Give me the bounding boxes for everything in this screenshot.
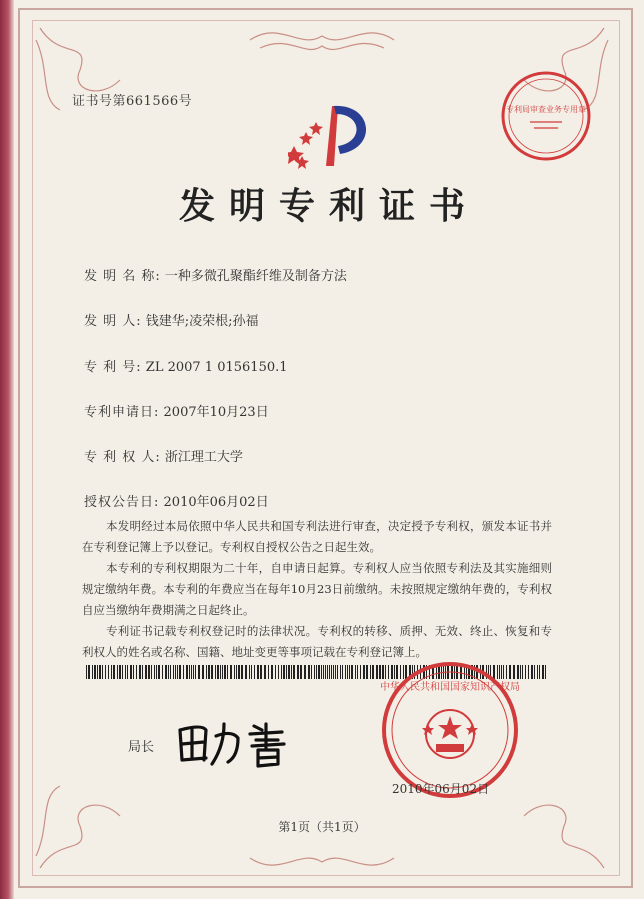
body-paragraph-1: 本发明经过本局依照中华人民共和国专利法进行审查，决定授予专利权，颁发本证书并在专利登记簿上予以登记。专利权自授权公告之日起生效。	[82, 519, 552, 554]
field-label: 发 明 名 称:	[84, 269, 161, 284]
certificate-title: 发明专利证书	[178, 185, 479, 227]
field-value: 浙江理工大学	[164, 450, 243, 465]
field-patent-number	[84, 356, 288, 375]
field-invention-name	[84, 265, 347, 284]
body-paragraph-2: 本专利的专利权期限为二十年，自申请日起算。专利权人应当依照专利法及其实施细则规定缴纳年费。本专利的年费应当在每年10月23日前缴纳。未按照规定缴纳年费的，专利权自应当缴纳年费期满之日起终止。	[82, 561, 552, 617]
field-application-date	[84, 401, 269, 420]
field-value: ZL 2007 1 0156150.1	[145, 360, 288, 375]
director-signature	[172, 712, 302, 772]
review-seal	[500, 70, 592, 162]
seal-date: 2010年06月02日	[392, 782, 490, 796]
field-grant-date	[84, 491, 269, 510]
field-value: 2007年10月23日	[163, 405, 269, 420]
cnipa-logo-icon	[288, 96, 378, 176]
director-label: 局长	[128, 740, 155, 755]
field-label: 专 利 号:	[84, 360, 142, 375]
seal-text: 中华人民共和国国家知识产权局	[380, 682, 520, 693]
field-label: 授权公告日:	[84, 495, 160, 510]
field-value: 钱建华;凌荣根;孙福	[145, 314, 259, 329]
office-seal	[380, 660, 520, 800]
field-label: 专利申请日:	[84, 405, 160, 420]
field-inventor	[84, 310, 259, 329]
field-label: 专 利 权 人:	[84, 450, 161, 465]
field-value: 一种多微孔聚酯纤维及制备方法	[164, 269, 347, 284]
field-patentee	[84, 446, 243, 465]
seal-text: 专利局审查业务专用章	[506, 105, 586, 114]
field-label: 发 明 人:	[84, 314, 142, 329]
body-paragraph-3: 专利证书记载专利权登记时的法律状况。专利权的转移、质押、无效、终止、恢复和专利权人的姓名或名称、国籍、地址变更等事项记载在专利登记簿上。	[82, 624, 552, 659]
certificate-number: 证书号第661566号	[72, 94, 193, 109]
field-value: 2010年06月02日	[163, 495, 269, 510]
page-footer: 第1页（共1页）	[278, 820, 366, 834]
